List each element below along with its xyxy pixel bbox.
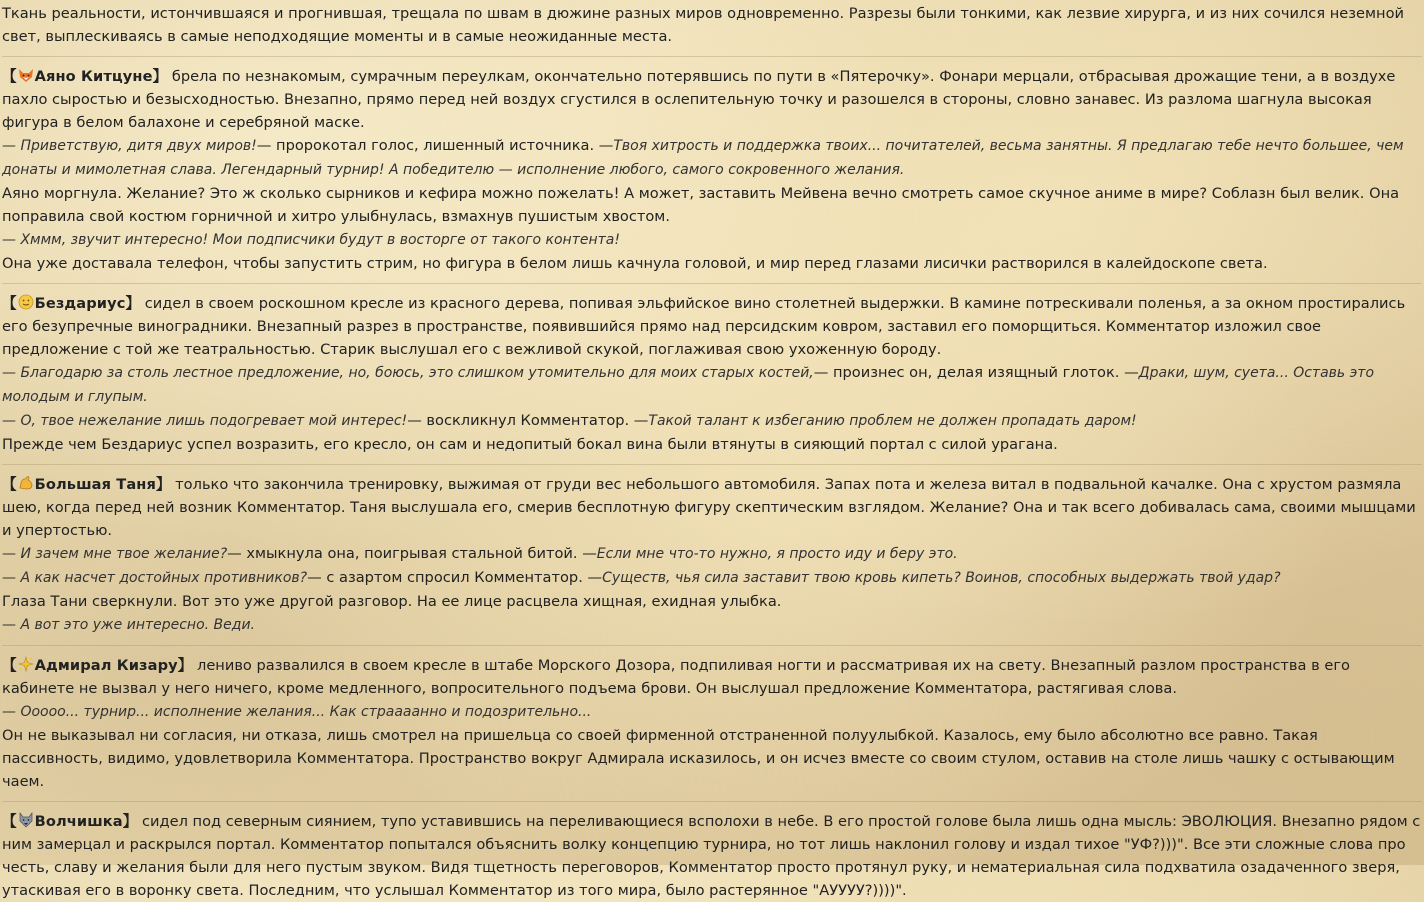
narration-line: Аяно моргнула. Желание? Это ж сколько сырников и кефира можно пожелать! А может, заставить Мейвена вечно смотреть самое скучное аниме в мире? Соблазн был велик. Она поправила свой костюм горничной и хитро улыбнулась, взмахнув пушистым хвостом. xyxy=(2,185,1400,225)
fox-icon xyxy=(18,67,34,83)
dialogue-quote: — О, твое нежелание лишь подогревает мой интерес! xyxy=(2,413,408,429)
section-intro xyxy=(2,654,1422,700)
dialogue-quote: — А вот это уже интересно. Веди. xyxy=(2,617,255,633)
dialogue-line xyxy=(2,409,1422,433)
dialogue-quote: Твоя хитрость и поддержка твоих... почитателей, весьма занятны. Я предлагаю тебе нечто большее, чем донаты и мимолетная слава. Легендарный турнир! А победителю — исполнение любого, самого сокровенного желания. xyxy=(2,138,1404,178)
character-section xyxy=(2,810,1422,902)
section-divider xyxy=(2,283,1422,284)
narration-line: Он не выказывал ни согласия, ни отказа, лишь смотрел на пришельца со своей фирменной отстраненной полуулыбкой. Казалось, ему было абсолютно все равно. Такая пассивность, видимо, удовлетворила Комментатора. Пространство вокруг Адмирала исказилось, и он исчез вместе со своим стулом, оставив на столе лишь чашку с остывающим чаем. xyxy=(2,727,1395,790)
bracket-close: 】 xyxy=(155,476,171,493)
bracket-open: 【 xyxy=(2,68,17,85)
dialogue-attribution: — хмыкнула она, поигрывая стальной битой. — xyxy=(227,545,597,562)
dialogue-quote: — Благодарю за столь лестное предложение, но, боюсь, это слишком утомительно для моих старых костей, xyxy=(2,365,814,381)
dialogue-line xyxy=(2,700,1422,724)
bracket-close: 】 xyxy=(177,657,193,674)
section-divider xyxy=(2,801,1422,802)
dialogue-quote: Драки, шум, суета... Оставь это молодым и глупым. xyxy=(2,365,1375,405)
dialogue-line xyxy=(2,134,1422,182)
character-section xyxy=(2,654,1422,793)
character-name: Бездариус xyxy=(34,295,126,312)
dialogue-line xyxy=(2,613,1422,637)
dialogue-line xyxy=(2,361,1422,409)
narration-line: Прежде чем Бездариус успел возразить, его кресло, он сам и недопитый бокал вина были втянуты в сияющий портал с силой урагана. xyxy=(2,436,1058,453)
dialogue-attribution: — пророкотал голос, лишенный источника. — xyxy=(256,137,614,154)
narration-line: Она уже доставала телефон, чтобы запустить стрим, но фигура в белом лишь качнула головой, и мир перед глазами лисички растворился в калейдоскопе света. xyxy=(2,255,1268,272)
section-divider xyxy=(2,645,1422,646)
sections-container xyxy=(2,56,1422,902)
character-name: Большая Таня xyxy=(34,476,156,493)
sparkle-icon xyxy=(18,656,34,672)
section-intro-text: сидел под северным сиянием, тупо уставившись на переливающиеся всполохи в небе. В его простой голове была лишь одна мысль: ЭВОЛЮЦИЯ. Внезапно рядом с ним замерцал и раскрылся портал. Комментатор попытался объяснить волку концепцию турнира, но тот лишь наклонил голову и издал тихое "УФ?)))". Все эти сложные слова про честь, славу и желания были для него пустым звуком. Видя тщетность переговоров, Комментатор просто протянул руку, и нематериальная сила подхватила озадаченного зверя, утаскивая его в воронку света. Последним, что услышал Комментатор из того мира, было растерянное "АУУУУ?))))". xyxy=(2,813,1421,899)
character-name: Адмирал Кизару xyxy=(34,657,178,674)
smiley-icon xyxy=(18,294,34,310)
character-section xyxy=(2,65,1422,275)
section-intro xyxy=(2,473,1422,542)
dialogue-quote: — Ооооо... турнир... исполнение желания... Как страааанно и подозрительно... xyxy=(2,704,592,720)
dialogue-quote: — А как насчет достойных противников? xyxy=(2,570,308,586)
dialogue-attribution: — произнес он, делая изящный глоток. — xyxy=(813,364,1139,381)
dialogue-quote: — Хммм, звучит интересно! Мои подписчики будут в восторге от такого контента! xyxy=(2,232,620,248)
section-intro xyxy=(2,65,1422,134)
section-intro-text: брела по незнакомым, сумрачным переулкам, окончательно потерявшись по пути в «Пятерочку». Фонари мерцали, отбрасывая дрожащие тени, а в воздухе пахло сыростью и безысходностью. Внезапно, прямо перед ней воздух сгустился в ослепительную точку и разошелся в стороны, словно занавес. Из разлома шагнула высокая фигура в белом балахоне и серебряной маске. xyxy=(2,68,1396,131)
dialogue-quote: Если мне что-то нужно, я просто иду и беру это. xyxy=(596,546,958,562)
wolf-icon xyxy=(18,812,34,828)
section-divider xyxy=(2,56,1422,57)
bracket-open: 【 xyxy=(2,657,17,674)
section-divider xyxy=(2,464,1422,465)
bracket-open: 【 xyxy=(2,813,17,830)
dialogue-quote: — Приветствую, дитя двух миров! xyxy=(2,138,257,154)
character-section xyxy=(2,473,1422,637)
character-name: Аяно Китцуне xyxy=(34,68,153,85)
dialogue-line xyxy=(2,228,1422,252)
bracket-open: 【 xyxy=(2,476,17,493)
bracket-open: 【 xyxy=(2,295,17,312)
character-name: Волчишка xyxy=(34,813,123,830)
dialogue-quote: Существ, чья сила заставит твою кровь кипеть? Воинов, способных выдержать твой удар? xyxy=(602,570,1281,586)
character-section xyxy=(2,292,1422,456)
bracket-close: 】 xyxy=(125,295,141,312)
section-intro-text: лениво развалился в своем кресле в штабе Морского Дозора, подпиливая ногти и рассматривая их на свету. Внезапный разлом пространства в его кабинете не вызвал у него ничего, кроме медленного, вопросительного подъема брови. Он выслушал предложение Комментатора, растягивая слова. xyxy=(2,657,1350,697)
section-intro-text: только что закончила тренировку, выжимая от груди вес небольшого автомобиля. Запах пота и железа витал в подвальной качалке. Она с хрустом размяла шею, когда перед ней возник Комментатор. Таня выслушала его, смерив бесплотную фигуру скептическим взглядом. Желание? Она и так всего добивалась сама, своими мышцами и упертостью. xyxy=(2,476,1416,539)
intro-paragraph: Ткань реальности, истончившаяся и прогнившая, трещала по швам в дюжине разных миров одновременно. Разрезы были тонкими, как лезвие хирурга, и из них сочился неземной свет, выплескиваясь в самые неподходящие моменты и в самые неожиданные места. xyxy=(2,5,1404,45)
dialogue-attribution: — с азартом спросил Комментатор. — xyxy=(307,569,603,586)
dialogue-line xyxy=(2,542,1422,566)
narration-line: Глаза Тани сверкнули. Вот это уже другой разговор. На ее лице расцвела хищная, ехидная улыбка. xyxy=(2,593,782,610)
dialogue-line xyxy=(2,566,1422,590)
bracket-close: 】 xyxy=(122,813,138,830)
section-intro xyxy=(2,292,1422,361)
dialogue-attribution: — воскликнул Комментатор. — xyxy=(407,412,649,429)
section-intro xyxy=(2,810,1422,902)
dialogue-quote: Такой талант к избеганию проблем не должен пропадать даром! xyxy=(648,413,1137,429)
section-intro-text: сидел в своем роскошном кресле из красного дерева, попивая эльфийское вино столетней выдержки. В камине потрескивали поленья, а за окном простирались его безупречные виноградники. Внезапный разрез в пространстве, появившийся прямо над персидским ковром, заставил его поморщиться. Комментатор изложил свое предложение с той же театральностью. Старик выслушал его с вежливой скукой, поглаживая свою ухоженную бороду. xyxy=(2,295,1406,358)
muscle-icon xyxy=(18,475,34,491)
bracket-close: 】 xyxy=(152,68,168,85)
dialogue-quote: — И зачем мне твое желание? xyxy=(2,546,228,562)
